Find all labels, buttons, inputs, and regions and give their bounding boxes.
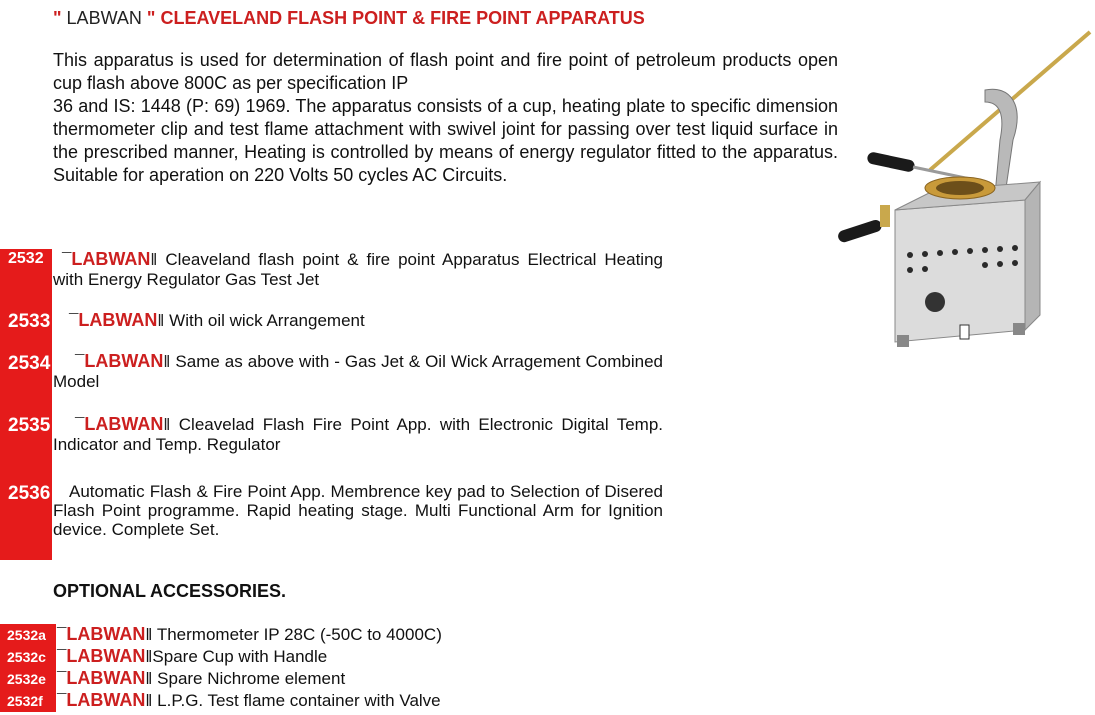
swivel-arm (985, 89, 1017, 195)
accessory-code-2532a: 2532a (0, 624, 56, 646)
item-2534 (53, 351, 663, 392)
item-2535 (53, 414, 663, 455)
item-brand: LABWAN (71, 249, 151, 269)
accessory-2532f (57, 690, 441, 711)
intro-paragraph-2: 36 and IS: 1448 (P: 69) 1969. The apparatus consists of a cup, heating plate to specific dimension thermometer clip and test flame attachment with swivel joint for passing over test liquid surface in the prescribed manner, Heating is controlled by means of energy regulator fitted to the apparatus. Suitable for aperation on 220 Volts 50 cycles AC Circuits. (53, 96, 838, 185)
item-prefix: ¯ (75, 415, 85, 434)
acc-mark: ‖ (145, 669, 153, 688)
acc-mark: ‖ (145, 647, 153, 666)
gas-jet-nozzle (880, 205, 890, 227)
acc-prefix: ¯ (57, 691, 67, 710)
item-prefix: ¯ (75, 352, 85, 371)
apparatus-image (835, 30, 1093, 370)
item-prefix: ¯ (69, 311, 79, 330)
title-quote-open: " (53, 8, 67, 28)
item-brand: LABWAN (78, 310, 158, 330)
item-code-2536: 2536 (0, 481, 52, 560)
acc-prefix: ¯ (57, 647, 67, 666)
acc-brand: LABWAN (66, 690, 146, 710)
item-mark: ‖ (163, 415, 171, 434)
optional-accessories-heading: OPTIONAL ACCESSORIES. (53, 581, 287, 601)
acc-prefix: ¯ (57, 625, 67, 644)
acc-brand: LABWAN (66, 668, 146, 688)
switch (960, 325, 969, 339)
item-text: Cleavelad Flash Fire Point App. with Electronic Digital Temp. Indicator and Temp. Regulator (53, 415, 663, 454)
item-2532 (53, 249, 663, 290)
accessory-2532c (57, 646, 327, 667)
item-brand: LABWAN (84, 351, 164, 371)
acc-prefix: ¯ (57, 669, 67, 688)
acc-text: Spare Nichrome element (152, 669, 346, 688)
item-2533 (53, 310, 663, 331)
intro-description (53, 49, 838, 187)
acc-brand: LABWAN (66, 646, 146, 666)
cup-inner (936, 181, 984, 195)
title-brand: LABWAN (66, 8, 142, 28)
item-mark: ‖ (150, 250, 158, 269)
accessory-code-2532c: 2532c (0, 646, 56, 668)
foot-right (1013, 323, 1025, 335)
accessory-code-2532f: 2532f (0, 690, 56, 712)
item-mark: ‖ (163, 352, 171, 371)
heater-side (1025, 182, 1040, 330)
regulator-knob (925, 292, 945, 312)
item-2536 (53, 482, 663, 539)
intro-paragraph-1: This apparatus is used for determination of flash point and fire point of petroleum products open cup flash above 800C as per specification IP (53, 50, 838, 93)
item-text: Cleaveland flash point & fire point Apparatus Electrical Heating with Energy Regulator Gas Test Jet (53, 250, 663, 289)
item-text: With oil wick Arrangement (164, 311, 365, 330)
handle-top (866, 151, 915, 173)
item-text: Automatic Flash & Fire Point App. Membrence key pad to Selection of Disered Flash Point programme. Rapid heating stage. Multi Functional Arm for Ignition device. Complete Set. (53, 482, 663, 539)
item-code-2534: 2534 (0, 351, 52, 413)
acc-brand: LABWAN (66, 624, 146, 644)
item-mark: ‖ (157, 311, 165, 330)
heater-body (895, 200, 1025, 342)
item-brand: LABWAN (84, 414, 164, 434)
acc-text: Thermometer IP 28C (-50C to 4000C) (152, 625, 442, 644)
accessory-2532e (57, 668, 345, 689)
acc-text: Spare Cup with Handle (152, 647, 328, 666)
item-prefix: ¯ (62, 250, 72, 269)
item-code-2533: 2533 (0, 295, 52, 351)
acc-mark: ‖ (145, 625, 153, 644)
accessory-2532a (57, 624, 442, 645)
title-main: CLEAVELAND FLASH POINT & FIRE POINT APPARATUS (160, 8, 645, 28)
item-text: Same as above with - Gas Jet & Oil Wick Arragement Combined Model (53, 352, 663, 391)
page-title (53, 8, 645, 29)
foot-left (897, 335, 909, 347)
title-quote-close: " (141, 8, 161, 28)
accessory-code-2532e: 2532e (0, 668, 56, 690)
item-code-2535: 2535 (0, 413, 52, 481)
gas-jet-handle (837, 218, 884, 243)
acc-mark: ‖ (145, 691, 153, 710)
item-code-2532: 2532 (0, 249, 52, 295)
acc-text: L.P.G. Test flame container with Valve (152, 691, 441, 710)
